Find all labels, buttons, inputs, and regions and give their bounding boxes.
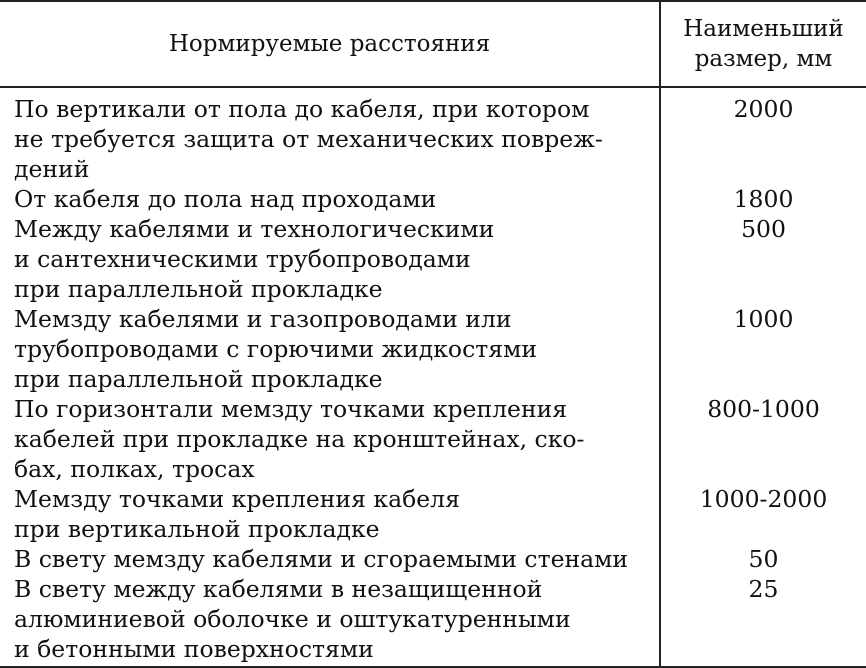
row-label-line: трубопроводами с горючими жидкостями (14, 335, 538, 363)
row-label-line: при параллельной прокладке (14, 275, 383, 303)
row-value: 50 (748, 545, 779, 573)
header-normalized-distances (0, 1, 660, 87)
row-value: 1000 (733, 305, 794, 333)
row-label-line: не требуется защита от механических повреж- (14, 125, 603, 153)
row-value: 500 (741, 215, 786, 243)
row-label-line: и сантехническими трубопроводами (14, 245, 471, 273)
row-label-line: От кабеля до пола над проходами (14, 185, 437, 213)
row-label-line: бах, полках, тросах (14, 455, 255, 483)
row-label-line: при вертикальной прокладке (14, 515, 380, 543)
row-label-line: дений (14, 155, 90, 183)
header-min-size (660, 1, 866, 87)
row-label-line: кабелей при прокладке на кронштейнах, ско- (14, 425, 585, 453)
row-value: 1000-2000 (699, 485, 828, 513)
row-value: 800-1000 (707, 395, 820, 423)
row-label-line: В свету мемзду кабелями и сгораемыми стенами (14, 545, 629, 573)
row-label-line: По вертикали от пола до кабеля, при котором (14, 95, 590, 123)
header-col2-line1: Наименьший (683, 16, 844, 42)
table-header-row (0, 1, 866, 87)
labels-cell (0, 87, 660, 667)
row-label-line: и бетонными поверхностями (14, 635, 374, 663)
row-label-line: По горизонтали мемзду точками крепления (14, 395, 568, 423)
row-label-line: при параллельной прокладке (14, 365, 383, 393)
row-label-line: Мемзду точками крепления кабеля (14, 485, 460, 513)
row-label-line: алюминиевой оболочке и оштукатуренными (14, 605, 571, 633)
row-value: 1800 (733, 185, 794, 213)
row-value: 25 (748, 575, 779, 603)
row-value: 2000 (733, 95, 794, 123)
table-body-row (0, 87, 866, 667)
values-cell (660, 87, 866, 667)
row-label-line: В свету между кабелями в незащищенной (14, 575, 543, 603)
header-col1-text: Нормируемые расстояния (168, 31, 491, 57)
header-col2-line2: размер, мм (694, 46, 833, 72)
row-label-line: Мемзду кабелями и газопроводами или (14, 305, 512, 333)
row-label-line: Между кабелями и технологическими (14, 215, 495, 243)
